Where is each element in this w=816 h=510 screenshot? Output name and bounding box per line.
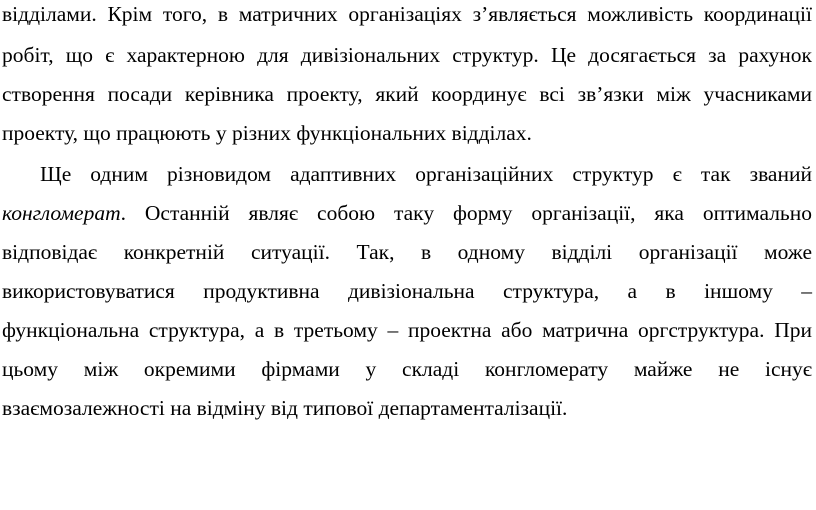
paragraph-2-line-1: Ще одним різновидом адаптивних організаційних структур є так званий xyxy=(40,162,812,186)
paragraph-2-line-4: використовуватися продуктивна дивізіональна структура, а в іншому – xyxy=(2,279,812,303)
paragraph-1-line-3: створення посади керівника проекту, який координує всі зв’язки між учасниками xyxy=(2,82,812,106)
paragraph-2-line-2-rest: . Останній являє собою таку форму організації, яка оптимально xyxy=(120,201,812,225)
paragraph-2-line-5: функціональна структура, а в третьому – проектна або матрична оргструктура. При xyxy=(2,318,812,342)
paragraph-1-line-1: відділами. Крім того, в матричних організаціях з’являється можливість координації xyxy=(2,2,812,26)
paragraph-2-line-6: цьому між окремими фірмами у складі конгломерату майже не існує xyxy=(2,357,812,381)
paragraph-1-line-4: проекту, що працюють у різних функціональних відділах. xyxy=(2,121,532,145)
paragraph-2-line-7: взаємозалежності на відміну від типової департаменталізації. xyxy=(2,396,568,420)
paragraph-1-line-2: робіт, що є характерною для дивізіональних структур. Це досягається за рахунок xyxy=(2,43,812,67)
paragraph-2-line-3: відповідає конкретній ситуації. Так, в одному відділі організації може xyxy=(2,240,812,264)
term-conglomerate: конгломерат xyxy=(2,201,121,225)
paragraph-2-line-2 xyxy=(2,199,812,227)
